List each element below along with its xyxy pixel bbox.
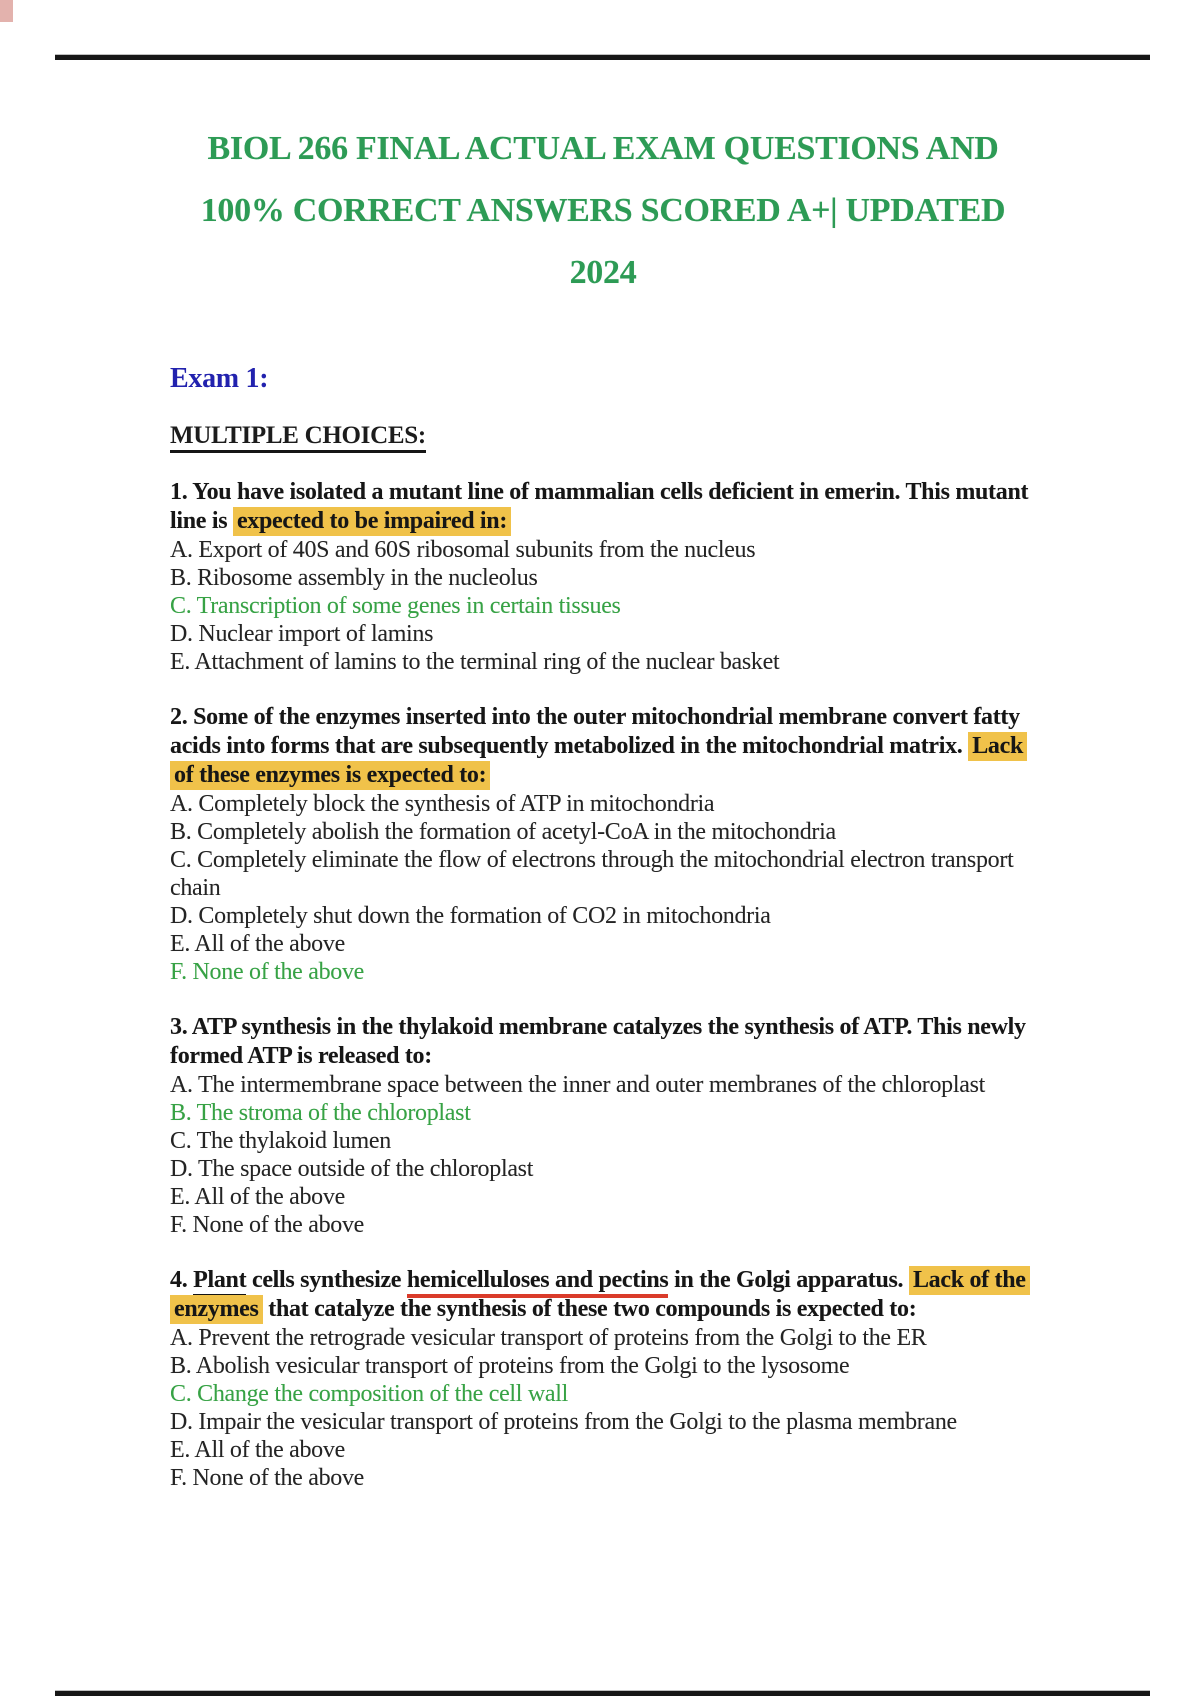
option-line: C. The thylakoid lumen [170,1128,391,1154]
question-1-options [170,536,1036,676]
question-block-4 [170,1266,1036,1492]
stem-segment: cells synthesize [246,1267,407,1293]
stem-segment: 1. You have isolated a mutant line of mammalian cells deficient in emerin. This mutant line is [170,479,1029,534]
option-line-correct: B. The stroma of the chloroplast [170,1100,471,1126]
option-line: B. Completely abolish the formation of acetyl-CoA in the mitochondria [170,819,836,845]
bottom-horizontal-rule [55,1691,1150,1696]
section-heading [170,420,1036,451]
option-line: A. Export of 40S and 60S ribosomal subunits from the nucleus [170,537,756,563]
option-line: D. Completely shut down the formation of CO2 in mitochondria [170,903,771,929]
title-line-3: 2024 [569,254,637,291]
option-line: E. All of the above [170,1437,345,1463]
question-1-stem [170,478,1036,536]
option-line-correct: C. Transcription of some genes in certain tissues [170,593,621,619]
option-line: A. The intermembrane space between the inner and outer membranes of the chloroplast [170,1072,986,1098]
option-line: E. All of the above [170,931,345,957]
scan-corner-artifact [0,0,13,22]
option-line: B. Abolish vesicular transport of proteins from the Golgi to the lysosome [170,1353,850,1379]
black-underlined-segment: Plant [193,1267,246,1297]
stem-segment: in the Golgi apparatus. [668,1267,909,1293]
question-block-2 [170,703,1036,986]
option-line: C. Completely eliminate the flow of electrons through the mitochondrial electron transport chain [170,847,1014,901]
document-title [170,118,1036,304]
option-line: D. Nuclear import of lamins [170,621,434,647]
question-3-stem [170,1013,1036,1071]
option-line: F. None of the above [170,1465,365,1491]
option-line: B. Ribosome assembly in the nucleolus [170,565,538,591]
question-4-stem [170,1266,1036,1324]
question-block-1 [170,478,1036,676]
stem-segment: that catalyze the synthesis of these two compounds is expected to: [262,1296,917,1322]
section-heading-text: MULTIPLE CHOICES: [170,422,426,453]
option-line: D. The space outside of the chloroplast [170,1156,534,1182]
exam-heading: Exam 1: [170,363,269,394]
option-line: E. Attachment of lamins to the terminal ring of the nuclear basket [170,649,780,675]
document-content [170,118,1036,1492]
question-block-3 [170,1013,1036,1239]
title-line-1: BIOL 266 FINAL ACTUAL EXAM QUESTIONS AND [207,130,999,167]
option-line-correct: C. Change the composition of the cell wall [170,1381,568,1407]
stem-segment: 2. Some of the enzymes inserted into the outer mitochondrial membrane convert fatty acids into forms that are subsequently metabolized in the mitochondrial matrix. [170,704,1020,759]
question-2-stem [170,703,1036,790]
question-4-options [170,1324,1036,1492]
highlight-segment: expected to be impaired in: [233,507,511,536]
title-line-2: 100% CORRECT ANSWERS SCORED A+| UPDATED [200,192,1006,229]
highlight-segment: Lack of these enzymes is expected to: [170,732,1027,790]
option-line-correct: F. None of the above [170,959,365,985]
top-horizontal-rule [55,55,1150,60]
highlight-segment: Lack of the enzymes [170,1266,1030,1324]
option-line: D. Impair the vesicular transport of proteins from the Golgi to the plasma membrane [170,1409,957,1435]
stem-segment: 3. ATP synthesis in the thylakoid membrane catalyzes the synthesis of ATP. This newly formed ATP is released to: [170,1014,1026,1069]
option-line: A. Completely block the synthesis of ATP in mitochondria [170,791,715,817]
option-line: F. None of the above [170,1212,365,1238]
red-underlined-segment: hemicelluloses and pectins [407,1267,669,1298]
option-line: E. All of the above [170,1184,345,1210]
stem-segment: 4. [170,1267,194,1293]
question-3-options [170,1071,1036,1239]
option-line: A. Prevent the retrograde vesicular transport of proteins from the Golgi to the ER [170,1325,927,1351]
question-2-options [170,790,1036,986]
